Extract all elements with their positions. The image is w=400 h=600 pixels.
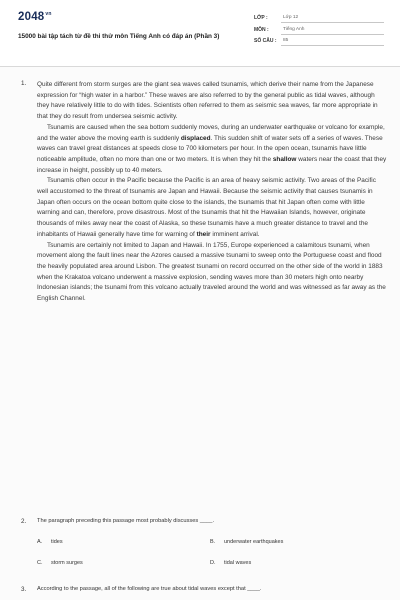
bold-word-shallow: shallow — [272, 155, 297, 163]
meta-grade-value: Lớp 12 — [281, 13, 384, 23]
meta-grade-label: LỚP : — [254, 15, 268, 21]
document-meta — [254, 13, 384, 48]
question-2-option-d[interactable]: D. tidal waves — [210, 560, 252, 566]
meta-count-label: SỐ CÂU : — [254, 38, 277, 44]
question-2-option-a[interactable]: A. tides — [37, 539, 63, 545]
bold-word-displaced: displaced — [180, 134, 211, 142]
meta-grade — [254, 13, 384, 23]
question-2-option-b[interactable]: B. underwater earthquakes — [210, 539, 284, 545]
passage-paragraph-3: Tsunamis often occur in the Pacific because the Pacific is an area of heavy seismic activity. Two areas of the Pacific well accustomed to the threat of tsunamis are Japan and Hawaii. Because the seismic activity that causes tsunamis in Japan often occurs on the ocean bottom quite close to the islands, the tsunamis that hit Japan often come with little warning and can, therefore, prove disastrous. Most of the tsunamis that hit the Hawaiian Islands, however, originate thousands of miles away near the coast of Alaska, so these tsunamis have a much greater distance to travel and the inhabitants of Hawaii generally have time for warning of their imminent arrival. — [37, 177, 376, 238]
question-2-text: The paragraph preceding this passage most probably discusses ____. — [37, 518, 215, 524]
passage-paragraph-4: Tsunamis are certainly not limited to Japan and Hawaii. In 1755, Europe experienced a calamitous tsunami, when movement along the fault lines near the Azores caused a massive tsunami to sweep onto the Portuguese coast and flood the heavily populated area around Lisbon. The greatest tsunami on record occurred on the other side of the world in 1883 when the Krakatoa volcano underwent a massive explosion, sending waves more than 30 meters high onto nearby Indonesian islands; the tsunami from this volcano actually traveled around the world and was witnessed as far away as the English Channel. — [37, 241, 386, 303]
passage-paragraph-1: Quite different from storm surges are the giant sea waves called tsunamis, which derive their name from the Japanese expression for “high water in a harbor.” These waves are also referred to by the general public as tidal waves, although they have relatively little to do with tides. Scientists often referred to them as seismic sea waves, far more appropriate in that they do result from undersea seismic activity. — [37, 81, 378, 121]
page-header — [0, 0, 400, 66]
reading-passage — [37, 80, 387, 305]
question-1-number: 1. — [21, 80, 27, 87]
meta-count — [254, 36, 384, 46]
bold-word-their: their — [196, 230, 211, 238]
question-3-number: 3. — [21, 586, 27, 593]
logo-suffix: vn — [45, 11, 52, 18]
meta-subject-value: Tiếng Anh — [281, 25, 384, 35]
meta-subject-label: MÔN : — [254, 26, 269, 33]
question-2-option-c[interactable]: C. storm surges — [37, 560, 83, 566]
document-title: 15000 bài tập tách từ đề thi thử môn Tiếng Anh có đáp án (Phần 3) — [18, 33, 220, 40]
question-2-number: 2. — [21, 518, 27, 525]
site-logo[interactable]: $2048^{vn}$ — [18, 11, 52, 23]
meta-count-value: 85 — [281, 36, 384, 46]
header-divider — [0, 66, 400, 67]
passage-paragraph-2: Tsunamis are caused when the sea bottom suddenly moves, during an underwater earthquake or volcano for example, and the water above the moving earth is suddenly displaced. This sudden shift of water sets off a series of waves. These waves can travel great distances at speeds close to 700 kilometers per hour. In the open ocean, tsunamis have little noticeable amplitude, often no more than one or two meters. It is when they hit the shallow waters near the coast that they increase in height, possibly up to 40 meters. — [37, 123, 387, 174]
question-3-text: According to the passage, all of the following are true about tidal waves except that ____. — [37, 586, 262, 592]
meta-subject — [254, 25, 384, 35]
